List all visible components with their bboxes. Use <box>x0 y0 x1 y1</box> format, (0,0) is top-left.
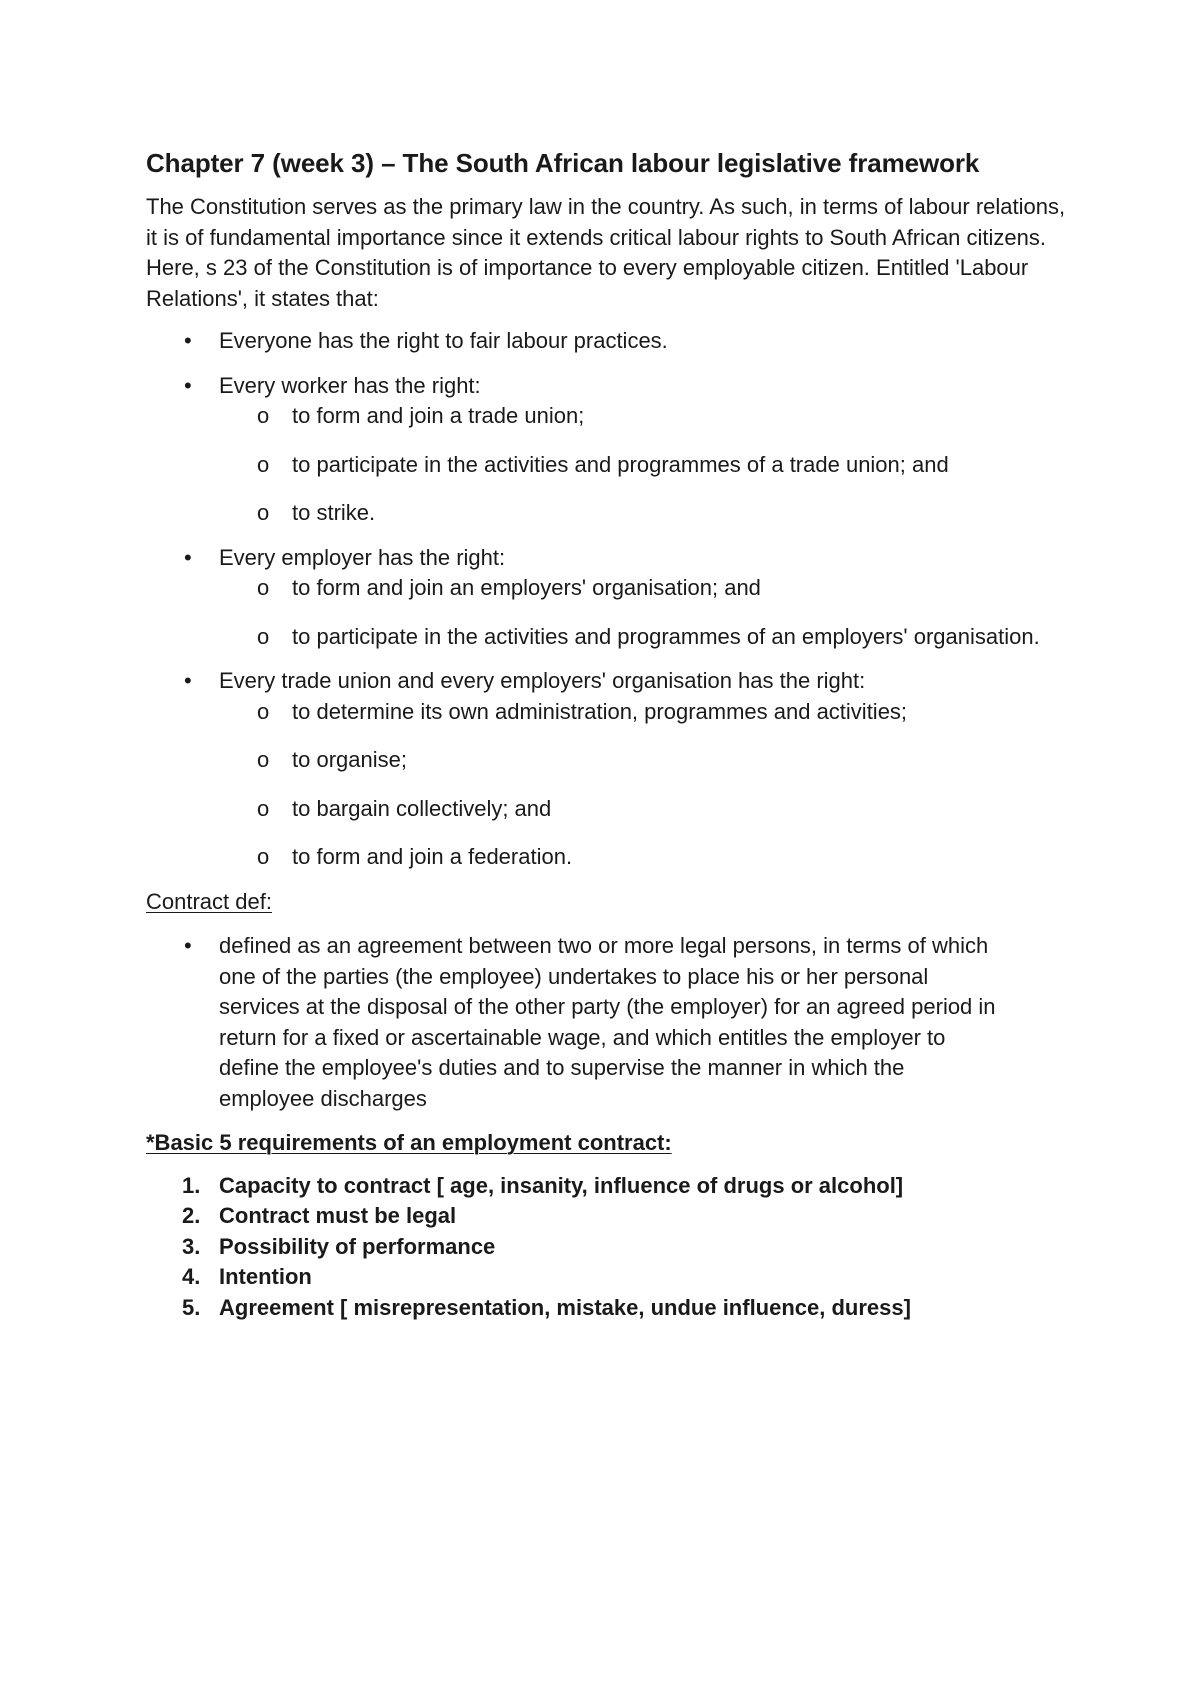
requirement-number: 1. <box>182 1172 201 1198</box>
sub-bullet-marker: o <box>257 623 270 649</box>
sub-list-item-text: to participate in the activities and programmes of a trade union; and <box>292 451 949 477</box>
list-item-text: Everyone has the right to fair labour practices. <box>219 328 668 353</box>
sub-list-item <box>219 401 1080 432</box>
rights-list <box>146 326 1080 873</box>
requirements-list <box>146 1171 1080 1324</box>
sub-list-item-text: to strike. <box>292 500 376 525</box>
sub-list-item-text: to form and join a federation. <box>292 844 573 869</box>
requirement-number: 4. <box>182 1264 201 1289</box>
sub-list-item <box>219 697 1080 728</box>
list-item <box>146 931 1001 1114</box>
sub-list-item <box>219 573 1080 604</box>
requirement-text: Possibility of performance <box>219 1233 496 1259</box>
requirement-item <box>146 1201 1080 1232</box>
sub-bullet-marker: o <box>257 403 270 428</box>
intro-paragraph: The Constitution serves as the primary law in the country. As such, in terms of labour relations, it is of fundamental importance since it extends critical labour rights to South African citizens. Here, s 23 of the Constitution is of importance to every employable citizen. Entitled 'Labour Relations', it states that: <box>146 194 1066 311</box>
list-item <box>146 326 1080 357</box>
sub-list-item-text: to organise; <box>292 747 407 772</box>
requirement-item <box>146 1293 1080 1324</box>
requirement-number: 2. <box>182 1203 201 1228</box>
sub-list-item <box>219 498 1080 529</box>
sub-list-item <box>219 842 1080 873</box>
list-item-text: Every employer has the right: <box>219 544 506 570</box>
list-item <box>146 543 1080 653</box>
sub-bullet-marker: o <box>257 500 270 525</box>
requirement-text: Agreement [ misrepresentation, mistake, undue influence, duress] <box>219 1294 911 1320</box>
sub-list-item <box>219 745 1080 776</box>
list-item <box>146 666 1080 873</box>
list-item <box>146 371 1080 529</box>
sub-list-item-text: to form and join a trade union; <box>292 403 585 428</box>
requirement-item <box>146 1171 1080 1202</box>
sub-bullet-marker: o <box>257 575 270 600</box>
sub-bullet-marker: o <box>257 844 270 869</box>
requirements-heading <box>146 1128 1080 1159</box>
requirement-item <box>146 1232 1080 1263</box>
bullet-marker: • <box>184 668 192 693</box>
contract-definition-list <box>146 931 1001 1114</box>
requirement-item <box>146 1262 1080 1293</box>
requirements-heading-text: *Basic 5 requirements of an employment contract: <box>146 1130 672 1155</box>
sub-list <box>219 573 1080 652</box>
sub-bullet-marker: o <box>257 747 270 772</box>
sub-list <box>219 401 1080 529</box>
sub-list-item <box>219 794 1080 825</box>
contract-heading <box>146 887 1080 918</box>
list-item-text: Every trade union and every employers' organisation has the right: <box>219 668 866 693</box>
sub-list-item-text: to participate in the activities and programmes of an employers' organisation. <box>292 623 1040 649</box>
sub-list-item <box>219 450 1080 481</box>
requirement-text: Contract must be legal <box>219 1203 457 1228</box>
sub-bullet-marker: o <box>257 451 270 477</box>
list-item-text: Every worker has the right: <box>219 372 481 398</box>
contract-heading-text: Contract def: <box>146 888 272 914</box>
bullet-marker: • <box>184 544 192 570</box>
sub-list-item-text: to bargain collectively; and <box>292 795 552 821</box>
requirement-text: Capacity to contract [ age, insanity, influence of drugs or alcohol] <box>219 1172 904 1198</box>
bullet-marker: • <box>184 372 192 398</box>
requirement-text: Intention <box>219 1264 312 1289</box>
sub-list-item-text: to determine its own administration, programmes and activities; <box>292 698 908 724</box>
sub-list <box>219 697 1080 873</box>
requirement-number: 3. <box>182 1233 201 1259</box>
sub-list-item-text: to form and join an employers' organisation; and <box>292 575 761 600</box>
sub-bullet-marker: o <box>257 698 270 724</box>
requirement-number: 5. <box>182 1294 201 1320</box>
contract-definition-text: defined as an agreement between two or more legal persons, in terms of which one of the parties (the employee) undertakes to place his or her personal services at the disposal of the other party (the employer) for an agreed period in return for a fixed or ascertainable wage, and which entitles the employer to define the employee's duties and to supervise the manner in which the employee discharges <box>219 933 996 1111</box>
page-title: Chapter 7 (week 3) – The South African labour legislative framework <box>146 148 980 178</box>
bullet-marker: • <box>184 328 192 353</box>
bullet-marker: • <box>184 933 192 958</box>
sub-bullet-marker: o <box>257 795 270 821</box>
sub-list-item <box>219 622 1080 653</box>
